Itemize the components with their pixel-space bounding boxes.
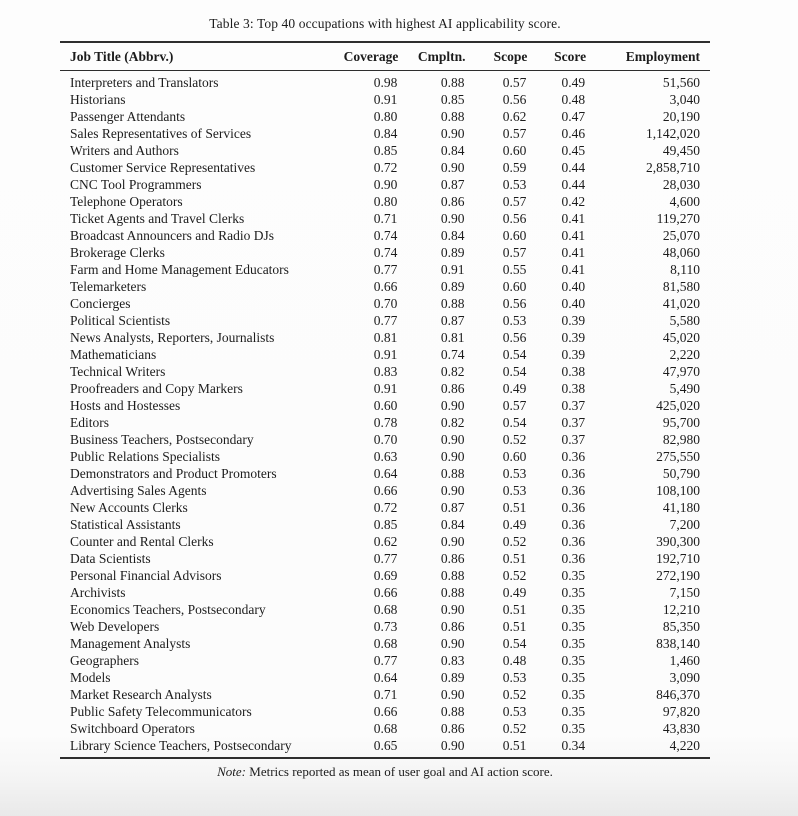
note-label: Note: — [217, 764, 247, 779]
employment-cell: 81,580 — [662, 279, 700, 294]
column-header-score: Score — [527, 42, 586, 71]
table-row — [60, 703, 710, 720]
cmpltn-cell: 0.90 — [440, 602, 465, 617]
table-row — [60, 414, 710, 431]
employment-cell: 82,980 — [662, 432, 700, 447]
job-title-cell: Public Safety Telecommunicators — [70, 704, 252, 719]
table-row — [60, 584, 710, 601]
employment-cell: 3,040 — [669, 92, 700, 107]
job-title-cell: Management Analysts — [70, 636, 191, 651]
cmpltn-cell: 0.87 — [440, 313, 465, 328]
employment-cell: 97,820 — [662, 704, 700, 719]
scope-cell: 0.54 — [502, 415, 527, 430]
coverage-cell: 0.68 — [373, 602, 398, 617]
employment-cell: 1,142,020 — [646, 126, 700, 141]
cmpltn-cell: 0.90 — [440, 432, 465, 447]
cmpltn-cell: 0.90 — [440, 636, 465, 651]
cmpltn-cell: 0.90 — [440, 449, 465, 464]
score-cell: 0.37 — [561, 415, 586, 430]
cmpltn-cell: 0.82 — [440, 364, 465, 379]
job-title-cell: CNC Tool Programmers — [70, 177, 202, 192]
job-title-cell: Telemarketers — [70, 279, 147, 294]
employment-cell: 119,270 — [656, 211, 700, 226]
coverage-cell: 0.64 — [373, 466, 398, 481]
coverage-cell: 0.85 — [373, 143, 398, 158]
scope-cell: 0.54 — [502, 636, 527, 651]
table-row — [60, 720, 710, 737]
job-title-cell: Statistical Assistants — [70, 517, 181, 532]
score-cell: 0.35 — [561, 653, 586, 668]
coverage-cell: 0.80 — [373, 109, 398, 124]
coverage-cell: 0.77 — [373, 262, 398, 277]
scope-cell: 0.53 — [502, 483, 527, 498]
score-cell: 0.36 — [561, 483, 586, 498]
coverage-cell: 0.68 — [373, 721, 398, 736]
table-row — [60, 397, 710, 414]
cmpltn-cell: 0.88 — [440, 585, 465, 600]
table-header — [60, 42, 710, 71]
coverage-cell: 0.85 — [373, 517, 398, 532]
employment-cell: 4,600 — [669, 194, 700, 209]
coverage-cell: 0.69 — [373, 568, 398, 583]
job-title-cell: Public Relations Specialists — [70, 449, 220, 464]
job-title-cell: Models — [70, 670, 111, 685]
employment-cell: 47,970 — [662, 364, 700, 379]
score-cell: 0.39 — [561, 330, 586, 345]
employment-cell: 272,190 — [656, 568, 700, 583]
employment-cell: 192,710 — [656, 551, 700, 566]
score-cell: 0.35 — [561, 721, 586, 736]
scope-cell: 0.57 — [502, 245, 527, 260]
coverage-cell: 0.71 — [373, 211, 398, 226]
job-title-cell: Farm and Home Management Educators — [70, 262, 289, 277]
score-cell: 0.35 — [561, 602, 586, 617]
table-row — [60, 125, 710, 142]
table-row — [60, 669, 710, 686]
table-row — [60, 601, 710, 618]
job-title-cell: Counter and Rental Clerks — [70, 534, 214, 549]
table-row — [60, 516, 710, 533]
table-row — [60, 244, 710, 261]
score-cell: 0.36 — [561, 517, 586, 532]
job-title-cell: Interpreters and Translators — [70, 75, 219, 90]
cmpltn-cell: 0.90 — [440, 126, 465, 141]
job-title-cell: Advertising Sales Agents — [70, 483, 207, 498]
table-header-row — [60, 42, 710, 71]
job-title-cell: Passenger Attendants — [70, 109, 186, 124]
employment-cell: 41,180 — [662, 500, 700, 515]
scope-cell: 0.55 — [502, 262, 527, 277]
table-row — [60, 618, 710, 635]
table-row — [60, 550, 710, 567]
job-title-cell: Data Scientists — [70, 551, 151, 566]
employment-cell: 49,450 — [662, 143, 700, 158]
coverage-cell: 0.83 — [373, 364, 398, 379]
scope-cell: 0.56 — [502, 211, 527, 226]
employment-cell: 48,060 — [662, 245, 700, 260]
score-cell: 0.41 — [561, 228, 586, 243]
coverage-cell: 0.81 — [373, 330, 398, 345]
score-cell: 0.41 — [561, 262, 586, 277]
scope-cell: 0.60 — [502, 228, 527, 243]
coverage-cell: 0.98 — [373, 75, 398, 90]
job-title-cell: Customer Service Representatives — [70, 160, 256, 175]
job-title-cell: Archivists — [70, 585, 126, 600]
cmpltn-cell: 0.89 — [440, 279, 465, 294]
score-cell: 0.37 — [561, 398, 586, 413]
table-row — [60, 329, 710, 346]
scope-cell: 0.60 — [502, 449, 527, 464]
table-row — [60, 91, 710, 108]
coverage-cell: 0.65 — [373, 738, 398, 753]
job-title-cell: Market Research Analysts — [70, 687, 212, 702]
scope-cell: 0.56 — [502, 296, 527, 311]
score-cell: 0.44 — [561, 177, 586, 192]
scope-cell: 0.57 — [502, 194, 527, 209]
score-cell: 0.35 — [561, 687, 586, 702]
scope-cell: 0.51 — [502, 738, 527, 753]
scope-cell: 0.62 — [502, 109, 527, 124]
score-cell: 0.40 — [561, 296, 586, 311]
cmpltn-cell: 0.81 — [440, 330, 465, 345]
job-title-cell: Telephone Operators — [70, 194, 183, 209]
table-row — [60, 652, 710, 669]
scope-cell: 0.51 — [502, 602, 527, 617]
employment-cell: 5,580 — [669, 313, 700, 328]
table-row — [60, 295, 710, 312]
employment-cell: 51,560 — [662, 75, 700, 90]
score-cell: 0.40 — [561, 279, 586, 294]
coverage-cell: 0.70 — [373, 296, 398, 311]
coverage-cell: 0.66 — [373, 704, 398, 719]
table-row — [60, 482, 710, 499]
scope-cell: 0.53 — [502, 313, 527, 328]
employment-cell: 95,700 — [662, 415, 700, 430]
job-title-cell: Brokerage Clerks — [70, 245, 165, 260]
score-cell: 0.44 — [561, 160, 586, 175]
employment-cell: 2,220 — [669, 347, 700, 362]
table-row — [60, 431, 710, 448]
job-title-cell: Concierges — [70, 296, 131, 311]
coverage-cell: 0.74 — [373, 245, 398, 260]
coverage-cell: 0.62 — [373, 534, 398, 549]
job-title-cell: Business Teachers, Postsecondary — [70, 432, 254, 447]
scope-cell: 0.56 — [502, 330, 527, 345]
column-header-scope: Scope — [465, 42, 527, 71]
cmpltn-cell: 0.90 — [440, 211, 465, 226]
score-cell: 0.39 — [561, 347, 586, 362]
coverage-cell: 0.77 — [373, 313, 398, 328]
coverage-cell: 0.72 — [373, 160, 398, 175]
employment-cell: 43,830 — [662, 721, 700, 736]
cmpltn-cell: 0.84 — [440, 228, 465, 243]
cmpltn-cell: 0.82 — [440, 415, 465, 430]
table-row — [60, 346, 710, 363]
scope-cell: 0.53 — [502, 704, 527, 719]
job-title-cell: Demonstrators and Product Promoters — [70, 466, 277, 481]
job-title-cell: New Accounts Clerks — [70, 500, 188, 515]
coverage-cell: 0.91 — [373, 92, 398, 107]
job-title-cell: Political Scientists — [70, 313, 171, 328]
scope-cell: 0.53 — [502, 177, 527, 192]
scope-cell: 0.56 — [502, 92, 527, 107]
coverage-cell: 0.63 — [373, 449, 398, 464]
employment-cell: 275,550 — [656, 449, 700, 464]
score-cell: 0.35 — [561, 670, 586, 685]
scope-cell: 0.57 — [502, 75, 527, 90]
table-caption: Table 3: Top 40 occupations with highest AI applicability score. — [209, 16, 561, 31]
scope-cell: 0.60 — [502, 143, 527, 158]
scope-cell: 0.51 — [502, 500, 527, 515]
scope-cell: 0.52 — [502, 432, 527, 447]
scope-cell: 0.59 — [502, 160, 527, 175]
table-row — [60, 499, 710, 516]
table-row — [60, 635, 710, 652]
job-title-cell: Ticket Agents and Travel Clerks — [70, 211, 245, 226]
coverage-cell: 0.70 — [373, 432, 398, 447]
employment-cell: 5,490 — [669, 381, 700, 396]
job-title-cell: Broadcast Announcers and Radio DJs — [70, 228, 274, 243]
employment-cell: 7,150 — [669, 585, 700, 600]
scope-cell: 0.52 — [502, 534, 527, 549]
note-text: Metrics reported as mean of user goal and AI action score. — [249, 764, 553, 779]
coverage-cell: 0.91 — [373, 347, 398, 362]
cmpltn-cell: 0.87 — [440, 500, 465, 515]
coverage-cell: 0.91 — [373, 381, 398, 396]
cmpltn-cell: 0.88 — [440, 296, 465, 311]
coverage-cell: 0.64 — [373, 670, 398, 685]
score-cell: 0.37 — [561, 432, 586, 447]
occupations-table — [60, 41, 710, 759]
table-row — [60, 278, 710, 295]
scope-cell: 0.51 — [502, 551, 527, 566]
scope-cell: 0.51 — [502, 619, 527, 634]
table-row — [60, 193, 710, 210]
table-row — [60, 312, 710, 329]
job-title-cell: Economics Teachers, Postsecondary — [70, 602, 266, 617]
scope-cell: 0.54 — [502, 364, 527, 379]
score-cell: 0.36 — [561, 551, 586, 566]
coverage-cell: 0.66 — [373, 483, 398, 498]
coverage-cell: 0.60 — [373, 398, 398, 413]
job-title-cell: Hosts and Hostesses — [70, 398, 181, 413]
table-note — [60, 764, 710, 780]
score-cell: 0.41 — [561, 245, 586, 260]
employment-cell: 838,140 — [656, 636, 700, 651]
scope-cell: 0.48 — [502, 653, 527, 668]
coverage-cell: 0.72 — [373, 500, 398, 515]
cmpltn-cell: 0.88 — [440, 75, 465, 90]
employment-cell: 846,370 — [656, 687, 700, 702]
score-cell: 0.46 — [561, 126, 586, 141]
employment-cell: 2,858,710 — [646, 160, 700, 175]
column-header-job-title: Job Title (Abbrv.) — [60, 42, 321, 71]
score-cell: 0.35 — [561, 619, 586, 634]
job-title-cell: Mathematicians — [70, 347, 157, 362]
score-cell: 0.35 — [561, 704, 586, 719]
score-cell: 0.38 — [561, 381, 586, 396]
score-cell: 0.45 — [561, 143, 586, 158]
cmpltn-cell: 0.90 — [440, 398, 465, 413]
score-cell: 0.35 — [561, 636, 586, 651]
cmpltn-cell: 0.88 — [440, 109, 465, 124]
cmpltn-cell: 0.89 — [440, 670, 465, 685]
scope-cell: 0.49 — [502, 585, 527, 600]
cmpltn-cell: 0.90 — [440, 160, 465, 175]
job-title-cell: Geographers — [70, 653, 139, 668]
job-title-cell: Switchboard Operators — [70, 721, 195, 736]
coverage-cell: 0.78 — [373, 415, 398, 430]
cmpltn-cell: 0.86 — [440, 721, 465, 736]
cmpltn-cell: 0.86 — [440, 194, 465, 209]
cmpltn-cell: 0.91 — [440, 262, 465, 277]
coverage-cell: 0.77 — [373, 551, 398, 566]
job-title-cell: Technical Writers — [70, 364, 166, 379]
cmpltn-cell: 0.90 — [440, 534, 465, 549]
job-title-cell: Writers and Authors — [70, 143, 179, 158]
coverage-cell: 0.90 — [373, 177, 398, 192]
table-row — [60, 363, 710, 380]
cmpltn-cell: 0.84 — [440, 517, 465, 532]
cmpltn-cell: 0.86 — [440, 381, 465, 396]
scope-cell: 0.52 — [502, 721, 527, 736]
table-row — [60, 465, 710, 482]
job-title-cell: Proofreaders and Copy Markers — [70, 381, 243, 396]
coverage-cell: 0.74 — [373, 228, 398, 243]
coverage-cell: 0.77 — [373, 653, 398, 668]
table-row — [60, 533, 710, 550]
score-cell: 0.36 — [561, 466, 586, 481]
table-row — [60, 71, 710, 92]
score-cell: 0.42 — [561, 194, 586, 209]
table-row — [60, 380, 710, 397]
job-title-cell: News Analysts, Reporters, Journalists — [70, 330, 275, 345]
coverage-cell: 0.66 — [373, 585, 398, 600]
employment-cell: 1,460 — [669, 653, 700, 668]
score-cell: 0.36 — [561, 534, 586, 549]
employment-cell: 28,030 — [662, 177, 700, 192]
job-title-cell: Editors — [70, 415, 109, 430]
scope-cell: 0.49 — [502, 381, 527, 396]
column-header-coverage: Coverage — [321, 42, 398, 71]
coverage-cell: 0.68 — [373, 636, 398, 651]
employment-cell: 25,070 — [662, 228, 700, 243]
coverage-cell: 0.66 — [373, 279, 398, 294]
cmpltn-cell: 0.74 — [440, 347, 465, 362]
cmpltn-cell: 0.84 — [440, 143, 465, 158]
employment-cell: 3,090 — [669, 670, 700, 685]
employment-cell: 8,110 — [670, 262, 700, 277]
cmpltn-cell: 0.88 — [440, 704, 465, 719]
cmpltn-cell: 0.86 — [440, 551, 465, 566]
cmpltn-cell: 0.83 — [440, 653, 465, 668]
employment-cell: 50,790 — [662, 466, 700, 481]
employment-cell: 4,220 — [669, 738, 700, 753]
employment-cell: 20,190 — [662, 109, 700, 124]
table-row — [60, 567, 710, 584]
employment-cell: 390,300 — [656, 534, 700, 549]
score-cell: 0.48 — [561, 92, 586, 107]
employment-cell: 41,020 — [662, 296, 700, 311]
table-row — [60, 176, 710, 193]
table-row — [60, 159, 710, 176]
cmpltn-cell: 0.90 — [440, 738, 465, 753]
coverage-cell: 0.84 — [373, 126, 398, 141]
scope-cell: 0.49 — [502, 517, 527, 532]
cmpltn-cell: 0.86 — [440, 619, 465, 634]
column-header-cmpltn: Cmpltn. — [398, 42, 465, 71]
score-cell: 0.38 — [561, 364, 586, 379]
score-cell: 0.36 — [561, 500, 586, 515]
score-cell: 0.47 — [561, 109, 586, 124]
table-row — [60, 210, 710, 227]
score-cell: 0.41 — [561, 211, 586, 226]
job-title-cell: Library Science Teachers, Postsecondary — [70, 738, 292, 753]
employment-cell: 85,350 — [662, 619, 700, 634]
coverage-cell: 0.71 — [373, 687, 398, 702]
job-title-cell: Personal Financial Advisors — [70, 568, 222, 583]
cmpltn-cell: 0.89 — [440, 245, 465, 260]
cmpltn-cell: 0.90 — [440, 687, 465, 702]
score-cell: 0.35 — [561, 568, 586, 583]
scope-cell: 0.53 — [502, 466, 527, 481]
cmpltn-cell: 0.87 — [440, 177, 465, 192]
score-cell: 0.35 — [561, 585, 586, 600]
cmpltn-cell: 0.88 — [440, 466, 465, 481]
job-title-cell: Web Developers — [70, 619, 160, 634]
job-title-cell: Sales Representatives of Services — [70, 126, 252, 141]
cmpltn-cell: 0.88 — [440, 568, 465, 583]
employment-cell: 7,200 — [669, 517, 700, 532]
coverage-cell: 0.80 — [373, 194, 398, 209]
column-header-employment: Employment — [586, 42, 710, 71]
employment-cell: 108,100 — [656, 483, 700, 498]
score-cell: 0.49 — [561, 75, 586, 90]
cmpltn-cell: 0.85 — [440, 92, 465, 107]
table-row — [60, 737, 710, 758]
employment-cell: 12,210 — [662, 602, 700, 617]
table-row — [60, 108, 710, 125]
job-title-cell: Historians — [70, 92, 126, 107]
cmpltn-cell: 0.90 — [440, 483, 465, 498]
scope-cell: 0.57 — [502, 126, 527, 141]
scope-cell: 0.60 — [502, 279, 527, 294]
employment-cell: 425,020 — [656, 398, 700, 413]
scope-cell: 0.52 — [502, 687, 527, 702]
table-row — [60, 142, 710, 159]
table-body — [60, 71, 710, 759]
score-cell: 0.36 — [561, 449, 586, 464]
table-row — [60, 227, 710, 244]
coverage-cell: 0.73 — [373, 619, 398, 634]
employment-cell: 45,020 — [662, 330, 700, 345]
scope-cell: 0.53 — [502, 670, 527, 685]
scope-cell: 0.52 — [502, 568, 527, 583]
scope-cell: 0.54 — [502, 347, 527, 362]
table-row — [60, 686, 710, 703]
score-cell: 0.39 — [561, 313, 586, 328]
scope-cell: 0.57 — [502, 398, 527, 413]
table-row — [60, 261, 710, 278]
table-row — [60, 448, 710, 465]
score-cell: 0.34 — [561, 738, 586, 753]
